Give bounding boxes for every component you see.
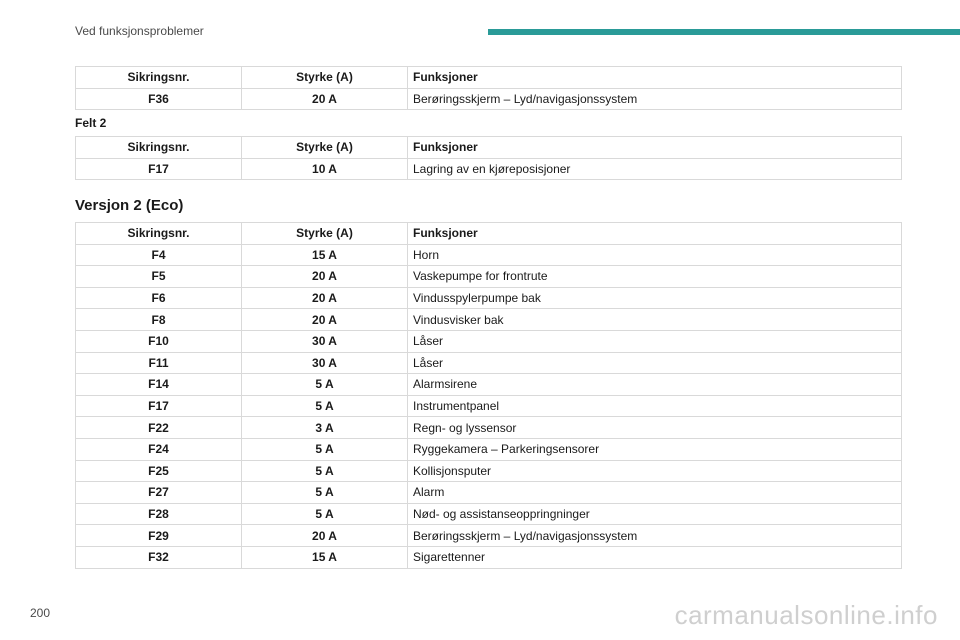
column-header-amps: Styrke (A) [242, 223, 408, 245]
table-row [76, 395, 902, 417]
table-row [76, 482, 902, 504]
cell-function: Vaskepumpe for frontrute [408, 266, 902, 288]
felt-2-label: Felt 2 [75, 116, 107, 130]
section-heading-version-2: Versjon 2 (Eco) [75, 197, 184, 214]
cell-function: Låser [408, 352, 902, 374]
column-header-functions: Funksjoner [408, 67, 902, 89]
cell-amperage: 30 A [242, 352, 408, 374]
cell-fuse-number: F8 [76, 309, 242, 331]
table-body [76, 158, 902, 180]
column-header-fuse: Sikringsnr. [76, 137, 242, 159]
cell-function: Horn [408, 244, 902, 266]
cell-function: Regn- og lyssensor [408, 417, 902, 439]
cell-function: Låser [408, 330, 902, 352]
table-row [76, 352, 902, 374]
fuse-table-2 [75, 136, 902, 180]
table-body [76, 88, 902, 110]
fuse-table-3 [75, 222, 902, 569]
cell-fuse-number: F22 [76, 417, 242, 439]
cell-amperage: 30 A [242, 330, 408, 352]
cell-amperage: 20 A [242, 525, 408, 547]
cell-function: Ryggekamera – Parkeringsensorer [408, 438, 902, 460]
cell-fuse-number: F17 [76, 158, 242, 180]
cell-amperage: 3 A [242, 417, 408, 439]
cell-fuse-number: F5 [76, 266, 242, 288]
column-header-fuse: Sikringsnr. [76, 223, 242, 245]
table-row [76, 88, 902, 110]
table-row [76, 374, 902, 396]
column-header-amps: Styrke (A) [242, 67, 408, 89]
cell-function: Alarmsirene [408, 374, 902, 396]
cell-function: Berøringsskjerm – Lyd/navigasjonssystem [408, 525, 902, 547]
table-body [76, 244, 902, 568]
cell-fuse-number: F27 [76, 482, 242, 504]
cell-function: Vindusspylerpumpe bak [408, 287, 902, 309]
cell-function: Vindusvisker bak [408, 309, 902, 331]
cell-amperage: 20 A [242, 88, 408, 110]
cell-amperage: 20 A [242, 309, 408, 331]
page-header-title: Ved funksjonsproblemer [75, 24, 204, 38]
table-row [76, 309, 902, 331]
fuse-table-1 [75, 66, 902, 110]
cell-fuse-number: F28 [76, 503, 242, 525]
cell-amperage: 5 A [242, 374, 408, 396]
table-row [76, 244, 902, 266]
cell-function: Instrumentpanel [408, 395, 902, 417]
cell-function: Nød- og assistanseoppringninger [408, 503, 902, 525]
table-row [76, 503, 902, 525]
cell-fuse-number: F25 [76, 460, 242, 482]
table-row [76, 460, 902, 482]
column-header-fuse: Sikringsnr. [76, 67, 242, 89]
table-row [76, 330, 902, 352]
cell-amperage: 5 A [242, 503, 408, 525]
watermark: carmanualsonline.info [674, 600, 938, 630]
cell-amperage: 15 A [242, 546, 408, 568]
cell-function: Lagring av en kjøreposisjoner [408, 158, 902, 180]
header-accent-bar [488, 29, 960, 35]
cell-fuse-number: F11 [76, 352, 242, 374]
cell-amperage: 20 A [242, 287, 408, 309]
table-row [76, 525, 902, 547]
table-row [76, 417, 902, 439]
cell-amperage: 20 A [242, 266, 408, 288]
cell-function: Berøringsskjerm – Lyd/navigasjonssystem [408, 88, 902, 110]
cell-amperage: 5 A [242, 438, 408, 460]
column-header-functions: Funksjoner [408, 137, 902, 159]
cell-amperage: 5 A [242, 482, 408, 504]
cell-amperage: 5 A [242, 395, 408, 417]
table-header-row [76, 67, 902, 89]
table-row [76, 438, 902, 460]
table-header-row [76, 223, 902, 245]
table-row [76, 266, 902, 288]
table-row [76, 546, 902, 568]
table-header-row [76, 137, 902, 159]
cell-fuse-number: F6 [76, 287, 242, 309]
cell-fuse-number: F36 [76, 88, 242, 110]
column-header-amps: Styrke (A) [242, 137, 408, 159]
page-number: 200 [30, 606, 51, 620]
cell-fuse-number: F29 [76, 525, 242, 547]
cell-fuse-number: F32 [76, 546, 242, 568]
cell-function: Kollisjonsputer [408, 460, 902, 482]
cell-fuse-number: F4 [76, 244, 242, 266]
cell-function: Sigarettenner [408, 546, 902, 568]
cell-amperage: 10 A [242, 158, 408, 180]
cell-fuse-number: F14 [76, 374, 242, 396]
cell-fuse-number: F17 [76, 395, 242, 417]
cell-amperage: 5 A [242, 460, 408, 482]
table-row [76, 287, 902, 309]
cell-fuse-number: F10 [76, 330, 242, 352]
cell-function: Alarm [408, 482, 902, 504]
column-header-functions: Funksjoner [408, 223, 902, 245]
table-row [76, 158, 902, 180]
cell-amperage: 15 A [242, 244, 408, 266]
cell-fuse-number: F24 [76, 438, 242, 460]
